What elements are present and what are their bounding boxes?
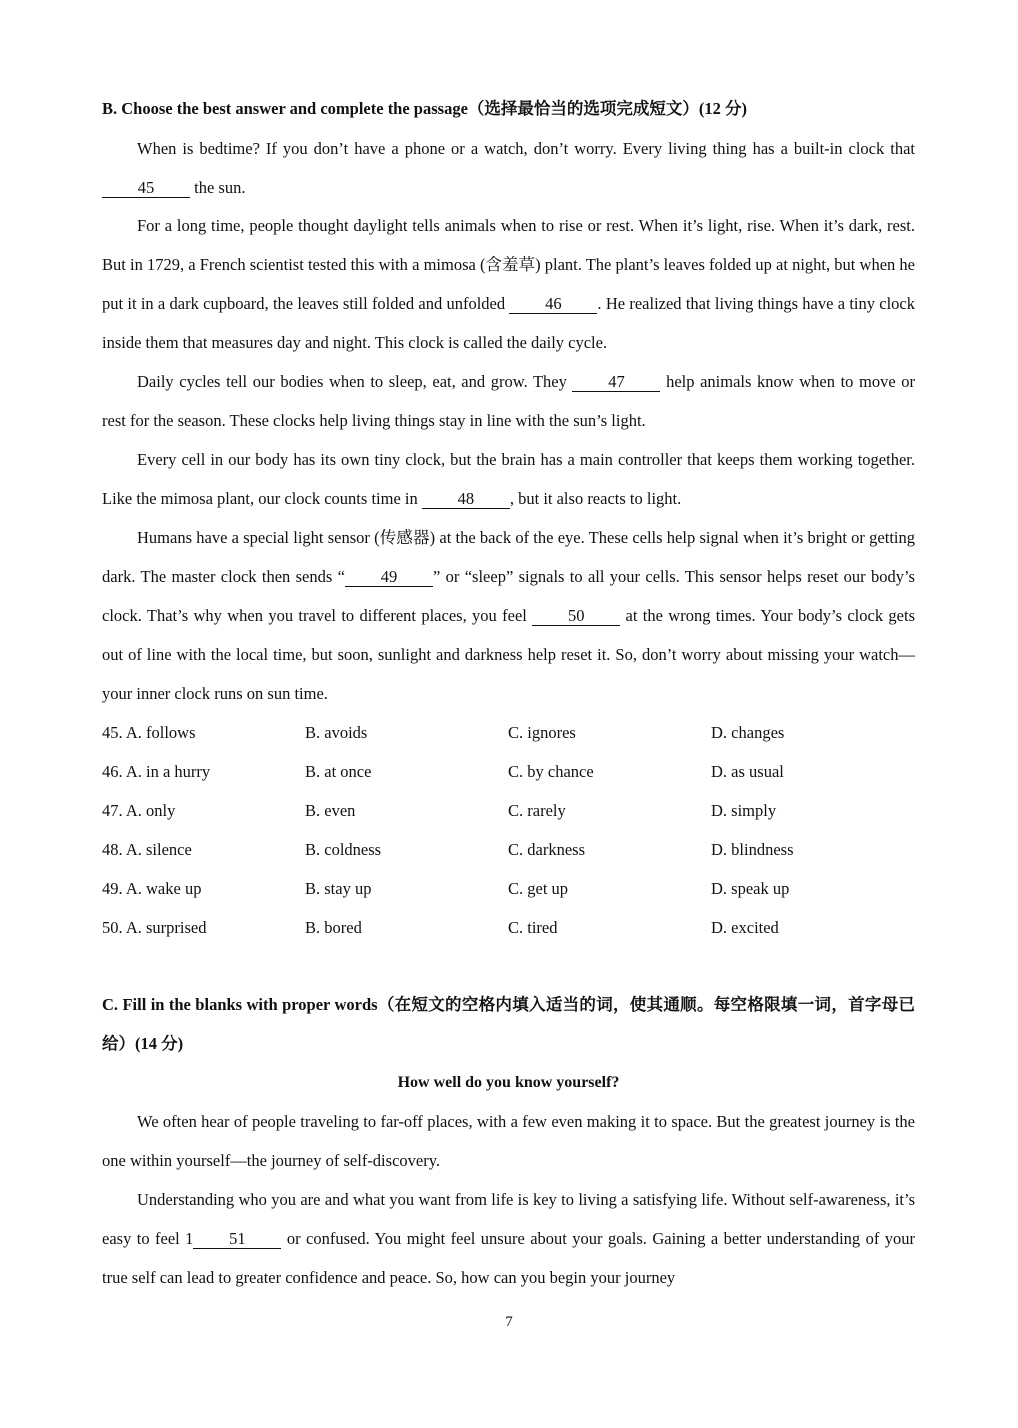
- passage-c-title: How well do you know yourself?: [397, 1074, 620, 1091]
- option-row-48: [102, 830, 918, 869]
- paragraph-text: help animals know when to move or rest for the season. These clocks help living things stay in line with the sun’s light.: [102, 372, 915, 430]
- option-a-text: A. only: [125, 801, 176, 820]
- option-b: B. bored: [305, 918, 362, 937]
- paragraph-text: at the wrong times. Your body’s clock gets out of line with the local time, but soon, sunlight and darkness help reset it. So, don’t worry about missing your watch—your inner clock runs on sun time.: [102, 606, 916, 703]
- option-d: D. as usual: [711, 762, 784, 781]
- paragraph-text: ” or “sleep” signals to all your cells. This sensor helps reset our body’s clock. That’s why when you travel to different places, you feel: [102, 567, 915, 625]
- question-number: 47.: [102, 801, 123, 820]
- option-a-text: A. silence: [125, 840, 192, 859]
- question-number: 49.: [102, 879, 123, 898]
- paragraph-text: , but it also reacts to light.: [509, 489, 682, 508]
- blank-46: 46: [509, 295, 597, 314]
- question-number: 50.: [102, 918, 123, 937]
- page-number: 7: [505, 1314, 513, 1330]
- option-c: C. tired: [508, 918, 558, 937]
- option-d: D. speak up: [711, 879, 790, 898]
- paragraph-text: the sun.: [190, 178, 246, 197]
- option-a-text: A. follows: [125, 723, 196, 742]
- option-c: C. ignores: [508, 723, 576, 742]
- paragraph-text: For a long time, people thought daylight tells animals when to rise or rest. When it’s light, rise. When it’s dark, rest. But in 1729, a French scientist tested this with a mimosa (含羞草) plant. The plant’s leaves folded up at night, but when he put it in a dark cupboard, the leaves still folded and unfolded: [102, 216, 915, 313]
- blank-49: 49: [345, 568, 433, 587]
- option-row-46: [102, 752, 918, 791]
- option-c: C. by chance: [508, 762, 594, 781]
- paragraph-text: Understanding who you are and what you want from life is key to living a satisfying life. Without self-awareness, it’s easy to feel 1: [102, 1190, 915, 1248]
- paragraph-text: . He realized that living things have a tiny clock inside them that measures day and night. This clock is called the daily cycle.: [102, 294, 915, 352]
- option-c: C. get up: [508, 879, 569, 898]
- question-number: 46.: [102, 762, 123, 781]
- passage-b-paragraph-4: [102, 440, 915, 518]
- option-a: [102, 713, 196, 752]
- blank-47: 47: [572, 373, 660, 392]
- option-b: B. coldness: [305, 840, 382, 859]
- option-d: D. excited: [711, 918, 779, 937]
- option-b: B. stay up: [305, 879, 372, 898]
- option-a: [102, 830, 192, 869]
- passage-c-paragraph-2: [102, 1180, 915, 1297]
- answer-options: [102, 713, 918, 947]
- blank-48: 48: [422, 490, 510, 509]
- blank-45: 45: [102, 179, 190, 198]
- passage-b-paragraph-1: [102, 129, 915, 207]
- option-a-text: A. in a hurry: [125, 762, 211, 781]
- option-a: [102, 791, 175, 830]
- paragraph-text: Daily cycles tell our bodies when to sleep, eat, and grow. They: [137, 372, 573, 391]
- option-a-text: A. surprised: [125, 918, 207, 937]
- option-d: D. blindness: [711, 840, 794, 859]
- option-a: [102, 869, 201, 908]
- option-c: C. darkness: [508, 840, 585, 859]
- option-b: B. avoids: [305, 723, 368, 742]
- paragraph-text: or confused. You might feel unsure about your goals. Gaining a better understanding of your true self can lead to greater confidence and peace. So, how can you begin your journey: [102, 1229, 915, 1287]
- option-row-45: [102, 713, 918, 752]
- option-d: D. changes: [711, 723, 785, 742]
- paragraph-text: When is bedtime? If you don’t have a phone or a watch, don’t worry. Every living thing has a built-in clock that: [137, 139, 915, 158]
- paragraph-text: Every cell in our body has its own tiny clock, but the brain has a main controller that keeps them working together. Like the mimosa plant, our clock counts time in: [102, 450, 915, 508]
- passage-b-paragraph-2: [102, 206, 915, 362]
- option-row-49: [102, 869, 918, 908]
- passage-b-paragraph-3: [102, 362, 915, 440]
- option-b: B. at once: [305, 762, 372, 781]
- option-row-47: [102, 791, 918, 830]
- blank-51: 51: [193, 1230, 281, 1249]
- passage-b-paragraph-5: [102, 518, 915, 713]
- option-c: C. rarely: [508, 801, 566, 820]
- option-b: B. even: [305, 801, 356, 820]
- section-c-heading: C. Fill in the blanks with proper words（在短文的空格内填入适当的词，使其通顺。每空格限填一词，首字母已给）(14 分): [102, 995, 915, 1053]
- passage-c-paragraph-1: We often hear of people traveling to far-off places, with a few even making it to space. But the greatest journey is the one within yourself—the journey of self-discovery.: [102, 1112, 915, 1170]
- blank-50: 50: [532, 607, 620, 626]
- question-number: 48.: [102, 840, 123, 859]
- option-a-text: A. wake up: [125, 879, 202, 898]
- option-row-50: [102, 908, 918, 947]
- section-b-heading: B. Choose the best answer and complete the passage（选择最恰当的选项完成短文）(12 分): [102, 99, 748, 118]
- option-a: [102, 752, 210, 791]
- option-a: [102, 908, 207, 947]
- question-number: 45.: [102, 723, 123, 742]
- option-d: D. simply: [711, 801, 777, 820]
- paragraph-text: Humans have a special light sensor (传感器) at the back of the eye. These cells help signal when it’s bright or getting dark. The master clock then sends “: [102, 528, 915, 586]
